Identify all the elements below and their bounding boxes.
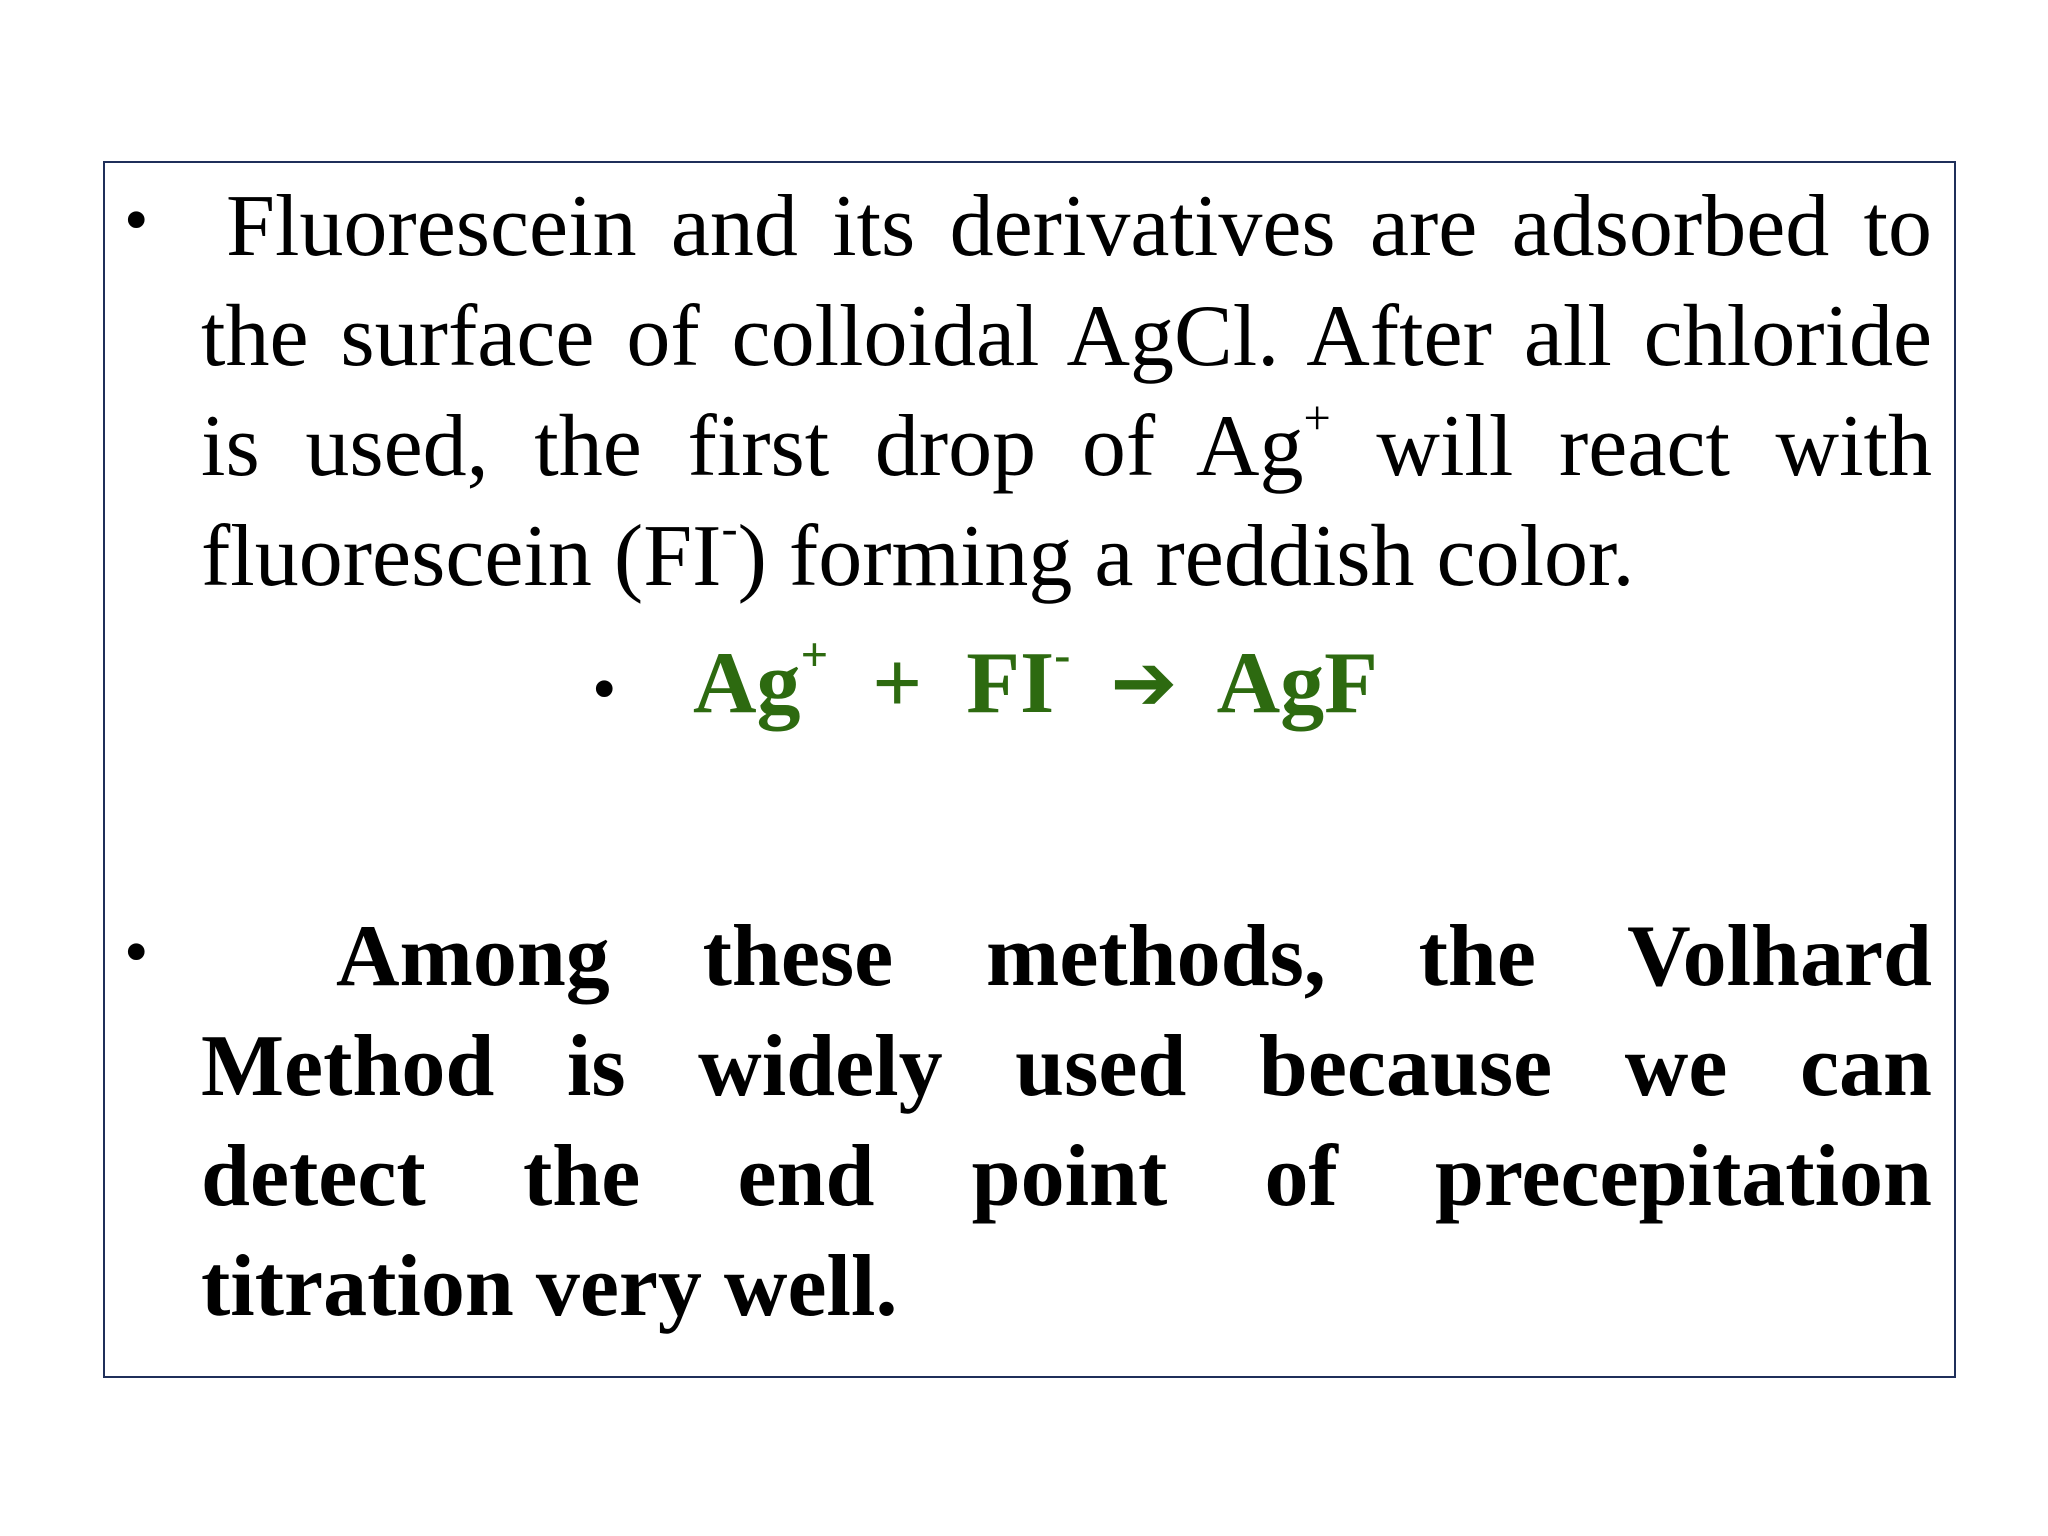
- text-run: ) forming a reddish color.: [737, 508, 1635, 605]
- reaction-arrow-icon: ➔: [1110, 636, 1178, 729]
- charge-superscript: +: [1303, 391, 1331, 445]
- plus-sign: +: [872, 635, 923, 732]
- text-run: fluorescein (FI: [201, 508, 722, 605]
- reaction-equation: [693, 628, 1378, 732]
- text-run: detect the end point of precepitation: [201, 1128, 1932, 1225]
- text-run: the surface of colloidal AgCl. After all chloride: [201, 288, 1932, 385]
- text-run: Among these methods, the Volhard: [336, 908, 1932, 1005]
- charge-superscript: -: [721, 501, 738, 555]
- paragraph-fluorescein: [201, 172, 1932, 612]
- text-line: [201, 392, 1932, 502]
- reactant-fluorescein: FI: [966, 635, 1055, 732]
- text-run: is used, the first drop of Ag: [201, 398, 1304, 495]
- charge-superscript: -: [1054, 628, 1071, 682]
- text-run: Fluorescein and its derivatives are adsorbed to: [226, 178, 1932, 275]
- text-line: [201, 1122, 1932, 1232]
- text-line: [201, 1012, 1932, 1122]
- bullet-marker: •: [124, 914, 149, 991]
- product: AgF: [1216, 635, 1378, 732]
- text-run: will react with: [1330, 398, 1932, 495]
- text-line: [201, 502, 1932, 612]
- text-line: [201, 1232, 1932, 1342]
- reactant-silver: Ag: [693, 635, 801, 732]
- bullet-marker: •: [124, 182, 149, 259]
- text-line: [201, 902, 1932, 1012]
- charge-superscript: +: [800, 628, 829, 682]
- bullet-marker: •: [592, 651, 617, 728]
- text-line: [201, 172, 1932, 282]
- text-run: Method is widely used because we can: [201, 1018, 1932, 1115]
- text-line: [201, 282, 1932, 392]
- paragraph-volhard: [201, 902, 1932, 1342]
- text-run: titration very well.: [201, 1238, 898, 1335]
